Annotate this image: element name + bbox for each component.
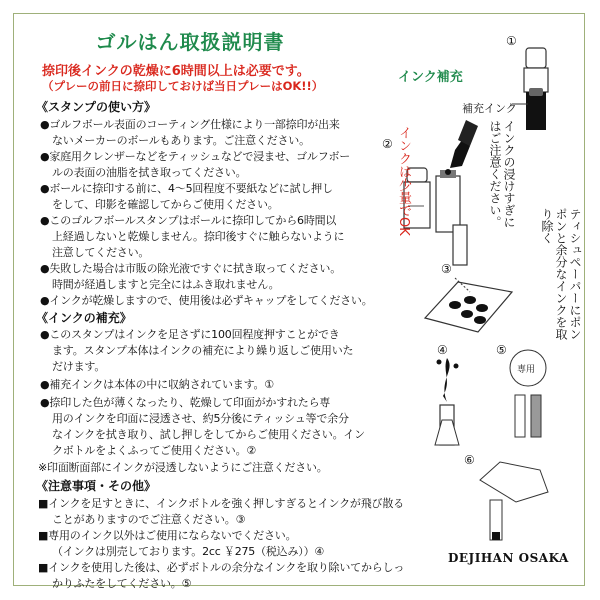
warning-line-2: （プレーの前日に捺印しておけば当日プレーはOK!!） [42,79,324,93]
step-number: ① [506,34,517,48]
notes-heading: 《注意事項・その他》 [36,479,157,493]
notes-line: ■インクを使用した後は、必ずボトルの余分なインクを取り除いてからしっ [38,561,405,574]
notes-line: （インクは別売しております。2cc ￥275（税込み））④ [52,545,325,558]
small-amount-note: インクは少量でOK [396,126,411,236]
step6-tissue-illustration [480,462,548,540]
usage-line: ルの表面の油脂を拭き取ってください。 [52,166,247,179]
dedicated-label: 専用 [517,365,536,375]
refill-line: ※印面断面部にインクが浸透しないようにご注意ください。 [38,461,328,474]
usage-line: 注意してください。 [52,246,150,259]
notes-line: かりふたをしてください。⑤ [52,577,192,590]
step-number: ② [382,137,393,151]
brand-logo-text: DEJIHAN OSAKA [448,551,569,565]
refill-line: クボトルをよくふってご使用ください。② [52,444,257,457]
usage-heading: 《スタンプの使い方》 [36,100,157,114]
notes-line: ■インクを足すときに、インクボトルを強く押しすぎるとインクが飛び散る [38,497,404,510]
step-number: ③ [441,262,452,276]
notes-line: ■専用のインク以外はご使用にならないでください。 [38,529,297,542]
step-number: ⑥ [464,453,475,467]
refill-line: ●補充インクは本体の中に収納されています。① [40,378,274,391]
notes-line: ことがありますのでご注意ください。③ [52,513,246,526]
refill-heading-diagram: インク補充 [398,70,463,85]
usage-line: ●失敗した場合は市販の除光液ですぐに拭き取ってください。 [40,262,341,275]
usage-line: ●ゴルフボール表面のコーティング仕様により一部捺印が出来 [40,118,340,131]
usage-line: 上経過しないと乾燥しません。捺印後すぐに触らないように [52,230,345,243]
warning-line-1: 捺印後インクの乾燥に6時間以上は必要です。 [42,64,310,79]
usage-line: をして、印影を確認してからご使用ください。 [52,198,279,211]
step4-splash-illustration [435,358,459,445]
step1-stamp-illustration [512,48,548,130]
refill-ink-label: 補充インク [462,102,517,115]
caution-soak-note: インクの浸けすぎにはご注意ください。 [488,120,516,228]
usage-line: 時間が経過しますと完全にはふき取れません。 [52,278,280,291]
usage-line: ●家庭用クレンザーなどをティッシュなどで浸ませ、ゴルフボー [40,150,351,163]
refill-line: 用のインクを印面に浸透させ、約5分後にティッシュ等で余分 [52,412,349,425]
tissue-note: ティシュペーパーにポンポンと余分なインクを取り除く [540,208,582,340]
refill-heading: 《インクの補充》 [36,311,132,325]
usage-line: ●このゴルフボールスタンプはボールに捺印してから6時間以 [40,214,337,227]
step2-stamp-illustration [404,120,478,232]
step3-pad-illustration [425,225,512,332]
refill-line: なインクを拭き取り、試し押しをしてからご使用ください。イン [52,428,365,441]
usage-line: ●ボールに捺印する前に、4～5回程度不要紙などに試し押し [40,182,333,195]
refill-line: ●このスタンプはインクを足さずに100回程度押すことができ [40,328,340,341]
page-title: ゴルはん取扱説明書 [95,30,285,54]
step-number: ⑤ [496,343,507,357]
refill-line: だけます。 [52,360,106,373]
usage-line: ないメーカーのボールもあります。ご注意ください。 [52,134,310,147]
usage-line: ●インクが乾燥しますので、使用後は必ずキャップをしてください。 [40,294,373,307]
step-number: ④ [437,343,448,357]
refill-line: ます。スタンプ本体はインクの補充により繰り返しご使用いた [52,344,354,357]
refill-line: ●捺印した色が薄くなったり、乾燥して印面がかすれたら専 [40,396,331,409]
